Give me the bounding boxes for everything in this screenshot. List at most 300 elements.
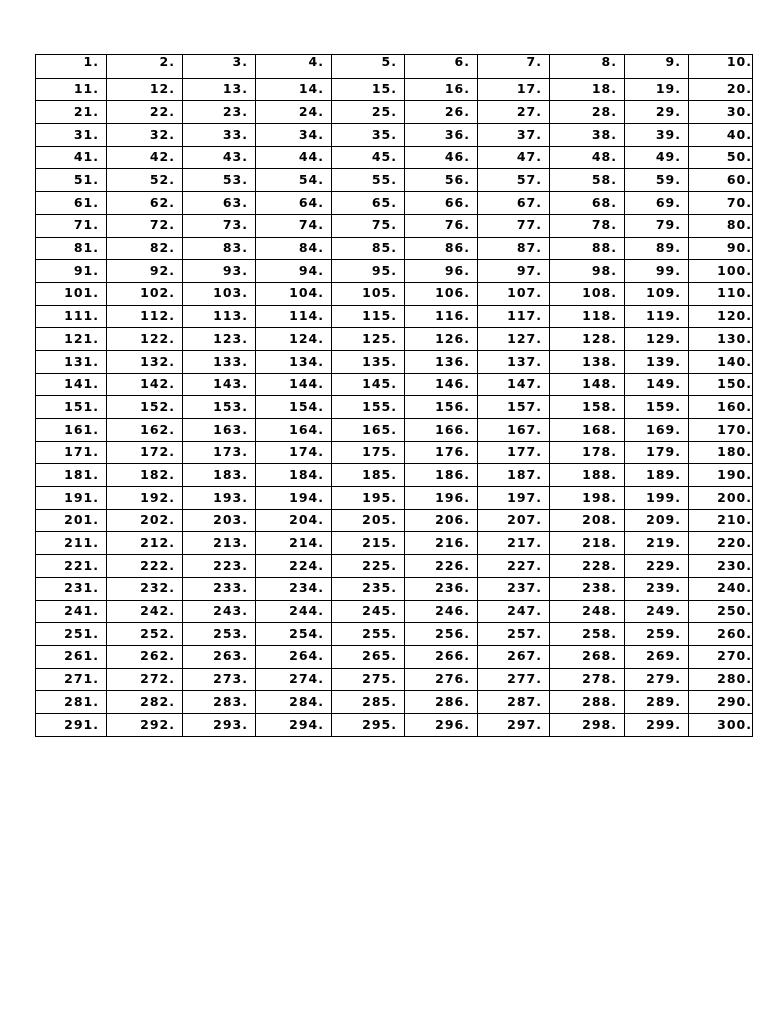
table-cell: 203. [183, 509, 256, 532]
table-row [36, 237, 753, 260]
table-row [36, 600, 753, 623]
table-cell: 258. [550, 623, 625, 646]
table-cell: 176. [405, 441, 478, 464]
table-cell: 65. [332, 192, 405, 215]
table-cell: 96. [405, 260, 478, 283]
table-cell: 12. [107, 78, 183, 101]
table-cell: 141. [36, 373, 107, 396]
table-cell: 55. [332, 169, 405, 192]
table-cell: 103. [183, 282, 256, 305]
table-cell: 223. [183, 555, 256, 578]
table-cell: 220. [689, 532, 753, 555]
table-cell: 152. [107, 396, 183, 419]
table-cell: 83. [183, 237, 256, 260]
table-cell: 119. [625, 305, 689, 328]
table-cell: 299. [625, 713, 689, 736]
table-cell: 297. [478, 713, 550, 736]
table-cell: 211. [36, 532, 107, 555]
table-cell: 185. [332, 464, 405, 487]
table-cell: 52. [107, 169, 183, 192]
table-cell: 142. [107, 373, 183, 396]
table-row [36, 305, 753, 328]
table-cell: 23. [183, 101, 256, 124]
table-cell: 31. [36, 124, 107, 147]
table-cell: 177. [478, 441, 550, 464]
table-row [36, 691, 753, 714]
table-cell: 300. [689, 713, 753, 736]
table-cell: 121. [36, 328, 107, 351]
table-cell: 242. [107, 600, 183, 623]
table-cell: 79. [625, 214, 689, 237]
table-cell: 20. [689, 78, 753, 101]
table-cell: 275. [332, 668, 405, 691]
table-cell: 57. [478, 169, 550, 192]
table-cell: 164. [256, 419, 332, 442]
table-cell: 202. [107, 509, 183, 532]
table-cell: 154. [256, 396, 332, 419]
table-cell: 224. [256, 555, 332, 578]
table-cell: 19. [625, 78, 689, 101]
table-cell: 1. [36, 55, 107, 79]
table-cell: 251. [36, 623, 107, 646]
table-cell: 268. [550, 645, 625, 668]
table-cell: 145. [332, 373, 405, 396]
table-cell: 256. [405, 623, 478, 646]
table-cell: 271. [36, 668, 107, 691]
table-cell: 34. [256, 124, 332, 147]
table-cell: 204. [256, 509, 332, 532]
table-cell: 128. [550, 328, 625, 351]
table-cell: 270. [689, 645, 753, 668]
table-row [36, 328, 753, 351]
table-cell: 132. [107, 350, 183, 373]
table-cell: 194. [256, 487, 332, 510]
table-cell: 221. [36, 555, 107, 578]
table-cell: 283. [183, 691, 256, 714]
table-cell: 290. [689, 691, 753, 714]
table-cell: 183. [183, 464, 256, 487]
table-cell: 174. [256, 441, 332, 464]
table-cell: 120. [689, 305, 753, 328]
table-cell: 123. [183, 328, 256, 351]
table-cell: 249. [625, 600, 689, 623]
table-row [36, 623, 753, 646]
table-cell: 217. [478, 532, 550, 555]
table-cell: 150. [689, 373, 753, 396]
table-cell: 172. [107, 441, 183, 464]
table-row [36, 713, 753, 736]
table-cell: 56. [405, 169, 478, 192]
table-cell: 10. [689, 55, 753, 79]
table-cell: 153. [183, 396, 256, 419]
table-cell: 107. [478, 282, 550, 305]
table-cell: 285. [332, 691, 405, 714]
table-cell: 184. [256, 464, 332, 487]
table-cell: 155. [332, 396, 405, 419]
table-cell: 71. [36, 214, 107, 237]
table-cell: 287. [478, 691, 550, 714]
table-cell: 91. [36, 260, 107, 283]
table-cell: 15. [332, 78, 405, 101]
table-cell: 196. [405, 487, 478, 510]
table-cell: 288. [550, 691, 625, 714]
table-cell: 168. [550, 419, 625, 442]
table-cell: 225. [332, 555, 405, 578]
table-cell: 245. [332, 600, 405, 623]
table-cell: 292. [107, 713, 183, 736]
table-cell: 92. [107, 260, 183, 283]
table-cell: 59. [625, 169, 689, 192]
table-row [36, 487, 753, 510]
table-cell: 105. [332, 282, 405, 305]
table-cell: 247. [478, 600, 550, 623]
table-cell: 66. [405, 192, 478, 215]
table-cell: 226. [405, 555, 478, 578]
table-cell: 190. [689, 464, 753, 487]
table-cell: 42. [107, 146, 183, 169]
table-cell: 41. [36, 146, 107, 169]
table-cell: 48. [550, 146, 625, 169]
table-cell: 240. [689, 577, 753, 600]
table-cell: 94. [256, 260, 332, 283]
table-cell: 8. [550, 55, 625, 79]
table-row [36, 282, 753, 305]
table-cell: 51. [36, 169, 107, 192]
table-cell: 90. [689, 237, 753, 260]
table-cell: 70. [689, 192, 753, 215]
table-cell: 26. [405, 101, 478, 124]
table-cell: 244. [256, 600, 332, 623]
table-cell: 43. [183, 146, 256, 169]
table-cell: 162. [107, 419, 183, 442]
table-cell: 14. [256, 78, 332, 101]
table-cell: 282. [107, 691, 183, 714]
table-cell: 75. [332, 214, 405, 237]
table-cell: 18. [550, 78, 625, 101]
table-cell: 54. [256, 169, 332, 192]
table-cell: 11. [36, 78, 107, 101]
table-cell: 296. [405, 713, 478, 736]
table-cell: 129. [625, 328, 689, 351]
table-row [36, 464, 753, 487]
table-cell: 74. [256, 214, 332, 237]
table-cell: 208. [550, 509, 625, 532]
table-cell: 25. [332, 101, 405, 124]
table-cell: 170. [689, 419, 753, 442]
table-cell: 32. [107, 124, 183, 147]
table-cell: 37. [478, 124, 550, 147]
table-cell: 166. [405, 419, 478, 442]
table-cell: 78. [550, 214, 625, 237]
table-cell: 6. [405, 55, 478, 79]
table-cell: 219. [625, 532, 689, 555]
table-cell: 167. [478, 419, 550, 442]
table-cell: 147. [478, 373, 550, 396]
grid-body [36, 55, 753, 737]
table-cell: 22. [107, 101, 183, 124]
table-row [36, 169, 753, 192]
table-cell: 238. [550, 577, 625, 600]
table-cell: 143. [183, 373, 256, 396]
table-cell: 21. [36, 101, 107, 124]
table-cell: 88. [550, 237, 625, 260]
table-cell: 206. [405, 509, 478, 532]
table-cell: 137. [478, 350, 550, 373]
table-cell: 262. [107, 645, 183, 668]
table-cell: 67. [478, 192, 550, 215]
table-cell: 44. [256, 146, 332, 169]
table-cell: 36. [405, 124, 478, 147]
table-cell: 27. [478, 101, 550, 124]
table-cell: 195. [332, 487, 405, 510]
table-cell: 135. [332, 350, 405, 373]
table-cell: 171. [36, 441, 107, 464]
table-cell: 180. [689, 441, 753, 464]
table-cell: 259. [625, 623, 689, 646]
table-cell: 4. [256, 55, 332, 79]
table-cell: 104. [256, 282, 332, 305]
table-row [36, 260, 753, 283]
table-cell: 269. [625, 645, 689, 668]
table-cell: 61. [36, 192, 107, 215]
table-cell: 205. [332, 509, 405, 532]
table-cell: 86. [405, 237, 478, 260]
table-cell: 111. [36, 305, 107, 328]
table-cell: 260. [689, 623, 753, 646]
table-cell: 264. [256, 645, 332, 668]
table-cell: 84. [256, 237, 332, 260]
table-cell: 113. [183, 305, 256, 328]
table-cell: 159. [625, 396, 689, 419]
table-cell: 101. [36, 282, 107, 305]
table-cell: 210. [689, 509, 753, 532]
table-cell: 236. [405, 577, 478, 600]
table-cell: 47. [478, 146, 550, 169]
table-cell: 49. [625, 146, 689, 169]
table-cell: 9. [625, 55, 689, 79]
table-cell: 178. [550, 441, 625, 464]
table-cell: 186. [405, 464, 478, 487]
table-cell: 82. [107, 237, 183, 260]
table-cell: 293. [183, 713, 256, 736]
table-cell: 76. [405, 214, 478, 237]
table-cell: 136. [405, 350, 478, 373]
table-cell: 45. [332, 146, 405, 169]
table-cell: 160. [689, 396, 753, 419]
table-cell: 289. [625, 691, 689, 714]
table-row [36, 350, 753, 373]
table-cell: 193. [183, 487, 256, 510]
table-cell: 255. [332, 623, 405, 646]
table-cell: 243. [183, 600, 256, 623]
table-cell: 3. [183, 55, 256, 79]
table-cell: 115. [332, 305, 405, 328]
table-row [36, 645, 753, 668]
table-cell: 266. [405, 645, 478, 668]
table-cell: 87. [478, 237, 550, 260]
table-cell: 265. [332, 645, 405, 668]
table-cell: 122. [107, 328, 183, 351]
table-cell: 7. [478, 55, 550, 79]
table-cell: 209. [625, 509, 689, 532]
table-cell: 215. [332, 532, 405, 555]
table-cell: 116. [405, 305, 478, 328]
table-cell: 200. [689, 487, 753, 510]
table-row [36, 577, 753, 600]
table-cell: 50. [689, 146, 753, 169]
table-cell: 267. [478, 645, 550, 668]
table-cell: 99. [625, 260, 689, 283]
table-cell: 232. [107, 577, 183, 600]
table-cell: 118. [550, 305, 625, 328]
table-cell: 298. [550, 713, 625, 736]
table-cell: 284. [256, 691, 332, 714]
table-cell: 188. [550, 464, 625, 487]
table-cell: 294. [256, 713, 332, 736]
table-cell: 127. [478, 328, 550, 351]
table-cell: 161. [36, 419, 107, 442]
table-cell: 39. [625, 124, 689, 147]
table-row [36, 101, 753, 124]
table-cell: 17. [478, 78, 550, 101]
table-cell: 69. [625, 192, 689, 215]
table-cell: 85. [332, 237, 405, 260]
table-cell: 158. [550, 396, 625, 419]
table-cell: 207. [478, 509, 550, 532]
table-row [36, 509, 753, 532]
table-row [36, 396, 753, 419]
table-cell: 114. [256, 305, 332, 328]
table-cell: 237. [478, 577, 550, 600]
table-cell: 257. [478, 623, 550, 646]
table-cell: 281. [36, 691, 107, 714]
table-cell: 214. [256, 532, 332, 555]
table-cell: 234. [256, 577, 332, 600]
table-cell: 60. [689, 169, 753, 192]
table-row [36, 555, 753, 578]
table-cell: 295. [332, 713, 405, 736]
table-cell: 138. [550, 350, 625, 373]
table-cell: 38. [550, 124, 625, 147]
table-cell: 230. [689, 555, 753, 578]
table-cell: 173. [183, 441, 256, 464]
table-cell: 98. [550, 260, 625, 283]
table-cell: 13. [183, 78, 256, 101]
table-cell: 29. [625, 101, 689, 124]
table-cell: 235. [332, 577, 405, 600]
table-cell: 191. [36, 487, 107, 510]
table-cell: 93. [183, 260, 256, 283]
table-cell: 24. [256, 101, 332, 124]
table-cell: 182. [107, 464, 183, 487]
table-cell: 218. [550, 532, 625, 555]
table-cell: 187. [478, 464, 550, 487]
table-row [36, 441, 753, 464]
table-cell: 254. [256, 623, 332, 646]
table-cell: 100. [689, 260, 753, 283]
table-cell: 112. [107, 305, 183, 328]
table-cell: 197. [478, 487, 550, 510]
table-cell: 117. [478, 305, 550, 328]
table-row [36, 214, 753, 237]
table-cell: 110. [689, 282, 753, 305]
table-cell: 272. [107, 668, 183, 691]
table-cell: 130. [689, 328, 753, 351]
table-cell: 95. [332, 260, 405, 283]
table-row [36, 192, 753, 215]
table-cell: 16. [405, 78, 478, 101]
table-cell: 291. [36, 713, 107, 736]
table-cell: 231. [36, 577, 107, 600]
table-cell: 106. [405, 282, 478, 305]
table-cell: 64. [256, 192, 332, 215]
table-cell: 163. [183, 419, 256, 442]
table-cell: 239. [625, 577, 689, 600]
table-cell: 126. [405, 328, 478, 351]
table-cell: 227. [478, 555, 550, 578]
table-cell: 216. [405, 532, 478, 555]
table-cell: 286. [405, 691, 478, 714]
table-cell: 133. [183, 350, 256, 373]
table-cell: 58. [550, 169, 625, 192]
table-row [36, 124, 753, 147]
table-cell: 102. [107, 282, 183, 305]
table-cell: 89. [625, 237, 689, 260]
table-cell: 277. [478, 668, 550, 691]
table-cell: 77. [478, 214, 550, 237]
table-cell: 273. [183, 668, 256, 691]
table-cell: 175. [332, 441, 405, 464]
table-cell: 80. [689, 214, 753, 237]
table-row [36, 373, 753, 396]
table-cell: 246. [405, 600, 478, 623]
table-cell: 73. [183, 214, 256, 237]
table-cell: 179. [625, 441, 689, 464]
table-row [36, 419, 753, 442]
table-cell: 33. [183, 124, 256, 147]
table-row [36, 55, 753, 79]
table-cell: 192. [107, 487, 183, 510]
table-cell: 222. [107, 555, 183, 578]
table-cell: 181. [36, 464, 107, 487]
table-cell: 201. [36, 509, 107, 532]
table-cell: 131. [36, 350, 107, 373]
table-cell: 125. [332, 328, 405, 351]
table-row [36, 668, 753, 691]
table-row [36, 78, 753, 101]
table-cell: 108. [550, 282, 625, 305]
table-cell: 139. [625, 350, 689, 373]
table-cell: 72. [107, 214, 183, 237]
table-cell: 140. [689, 350, 753, 373]
table-cell: 63. [183, 192, 256, 215]
table-cell: 156. [405, 396, 478, 419]
table-cell: 144. [256, 373, 332, 396]
table-cell: 278. [550, 668, 625, 691]
table-cell: 148. [550, 373, 625, 396]
table-cell: 28. [550, 101, 625, 124]
table-cell: 97. [478, 260, 550, 283]
table-cell: 233. [183, 577, 256, 600]
table-cell: 280. [689, 668, 753, 691]
table-cell: 198. [550, 487, 625, 510]
table-row [36, 146, 753, 169]
table-cell: 229. [625, 555, 689, 578]
table-cell: 274. [256, 668, 332, 691]
table-cell: 5. [332, 55, 405, 79]
table-cell: 189. [625, 464, 689, 487]
table-cell: 151. [36, 396, 107, 419]
